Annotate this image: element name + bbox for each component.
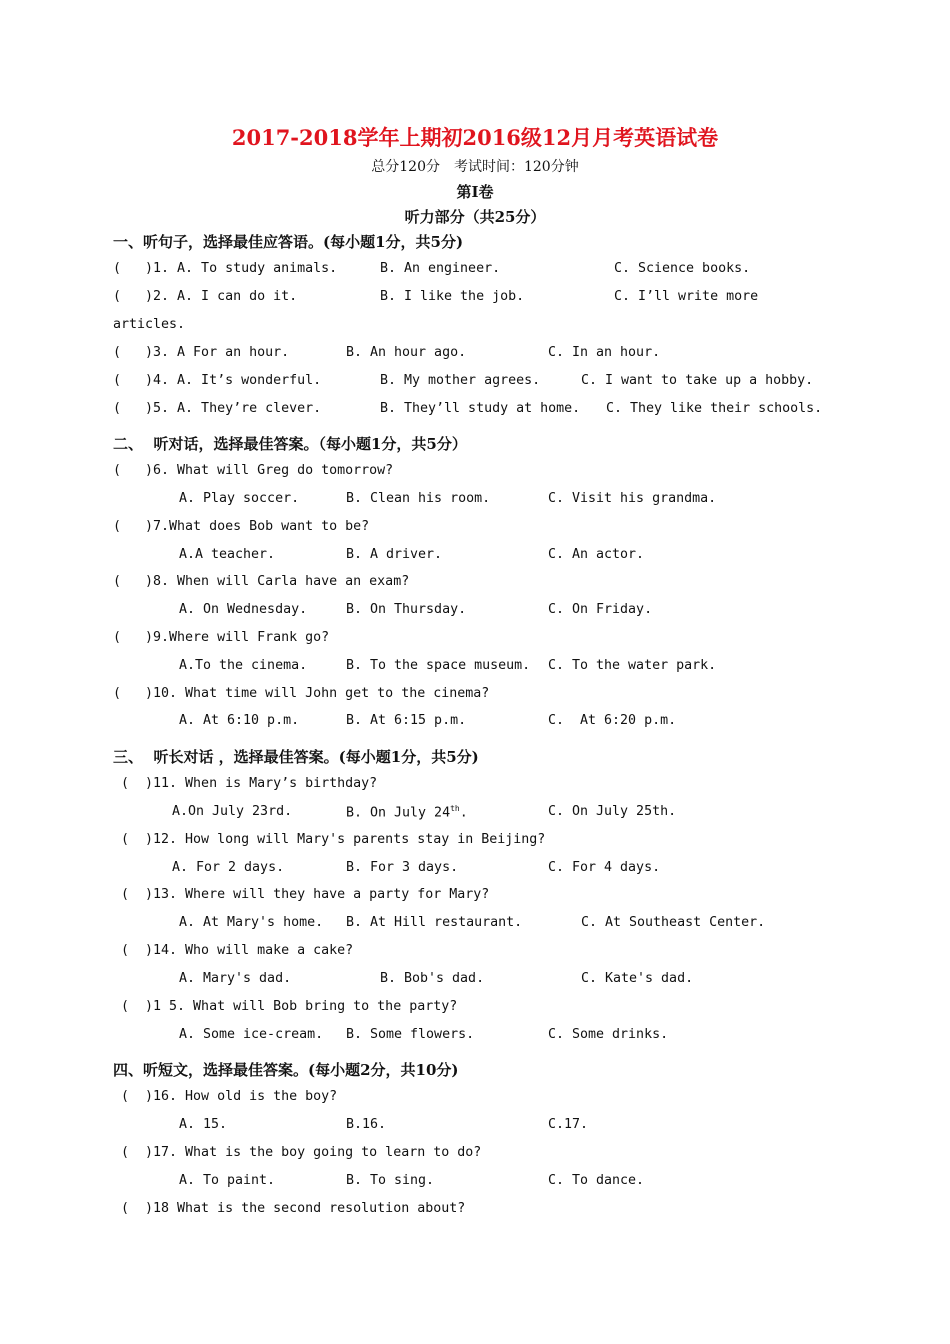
option-b-end: . <box>459 805 468 821</box>
option-a: A.On July 23rd. <box>172 804 293 819</box>
option-a: A.A teacher. <box>179 547 276 562</box>
option-b: B. I like the job. <box>380 289 525 304</box>
option-b: B.16. <box>346 1117 387 1132</box>
option-b: B. At Hill restaurant. <box>346 915 523 930</box>
question-stem: ( )4. A. It’s wonderful. <box>113 373 322 388</box>
option-c: C. Kate's dad. <box>581 971 694 986</box>
option-a: A. For 2 days. <box>172 860 285 875</box>
option-c: C. On Friday. <box>548 602 653 617</box>
question-stem: ( )14. Who will make a cake? <box>113 943 354 958</box>
score-info: 总分120分 考试时间：120分钟 <box>371 159 579 175</box>
option-c: C. Some drinks. <box>548 1027 669 1042</box>
option-c: C. Visit his grandma. <box>548 491 717 506</box>
option-a: A.To the cinema. <box>179 658 308 673</box>
option-b-text: B. On July 24 <box>346 805 451 821</box>
option-c: C.17. <box>548 1117 589 1132</box>
question-stem: ( )3. A For an hour. <box>113 345 290 360</box>
option-b: B. Bob's dad. <box>380 971 485 986</box>
question-stem: ( )12. How long will Mary's parents stay in Beijing? <box>113 832 546 847</box>
section-heading: 三、 听长对话 ，选择最佳答案。(每小题1分，共5分) <box>113 748 479 766</box>
option-c: C. They like their schools. <box>606 401 823 416</box>
question-stem: ( )11. When is Mary’s birthday? <box>113 776 378 791</box>
option-b: B. To sing. <box>346 1173 435 1188</box>
section-heading: 二、 听对话，选择最佳答案。（每小题1分，共5分） <box>113 435 467 453</box>
section-heading: 四、听短文，选择最佳答案。(每小题2分，共10分) <box>113 1061 459 1079</box>
question-continuation: articles. <box>113 317 186 332</box>
option-b: B. For 3 days. <box>346 860 459 875</box>
option-a: A. Play soccer. <box>179 491 300 506</box>
question-stem: ( )6. What will Greg do tomorrow? <box>113 463 394 478</box>
question-stem: ( )1. A. To study animals. <box>113 261 338 276</box>
option-c: C. Science books. <box>614 261 751 276</box>
option-c: C. For 4 days. <box>548 860 661 875</box>
option-b <box>346 804 468 820</box>
question-stem: ( )13. Where will they have a party for Mary? <box>113 887 490 902</box>
option-c: C. I want to take up a hobby. <box>581 373 814 388</box>
option-b: B. At 6:15 p.m. <box>346 713 467 728</box>
question-stem: ( )16. How old is the boy? <box>113 1089 338 1104</box>
question-stem: ( )10. What time will John get to the cinema? <box>113 686 490 701</box>
question-stem: ( )9.Where will Frank go? <box>113 630 330 645</box>
option-a: A. To paint. <box>179 1173 276 1188</box>
question-stem: ( )5. A. They’re clever. <box>113 401 322 416</box>
option-c: C. To dance. <box>548 1173 645 1188</box>
volume-label: 第I卷 <box>456 183 494 201</box>
question-stem: ( )8. When will Carla have an exam? <box>113 574 410 589</box>
question-stem: ( )2. A. I can do it. <box>113 289 298 304</box>
option-a: A. At 6:10 p.m. <box>179 713 300 728</box>
question-stem: ( )1 5. What will Bob bring to the party? <box>113 999 458 1014</box>
option-c: C. On July 25th. <box>548 804 677 819</box>
option-a: A. Some ice-cream. <box>179 1027 324 1042</box>
option-b: B. On Thursday. <box>346 602 467 617</box>
ordinal-suffix: th <box>450 804 460 813</box>
option-a: A. Mary's dad. <box>179 971 292 986</box>
option-c: C. To the water park. <box>548 658 717 673</box>
option-b: B. An hour ago. <box>346 345 467 360</box>
option-b: B. Some flowers. <box>346 1027 475 1042</box>
option-c: C. I’ll write more <box>614 289 759 304</box>
option-b: B. A driver. <box>346 547 443 562</box>
option-b: B. They’ll study at home. <box>380 401 581 416</box>
question-stem: ( )7.What does Bob want to be? <box>113 519 370 534</box>
option-a: A. At Mary's home. <box>179 915 324 930</box>
question-stem: ( )18 What is the second resolution about? <box>113 1201 466 1216</box>
option-c: C. At Southeast Center. <box>581 915 766 930</box>
option-b: B. Clean his room. <box>346 491 491 506</box>
question-stem: ( )17. What is the boy going to learn to do? <box>113 1145 482 1160</box>
exam-title: 2017-2018学年上期初2016级12月月考英语试卷 <box>231 125 719 150</box>
option-a: A. 15. <box>179 1117 228 1132</box>
part-label: 听力部分（共25分） <box>404 208 546 226</box>
section-heading: 一、听句子，选择最佳应答语。(每小题1分，共5分) <box>113 233 464 251</box>
option-b: B. My mother agrees. <box>380 373 541 388</box>
option-a: A. On Wednesday. <box>179 602 308 617</box>
option-b: B. To the space museum. <box>346 658 531 673</box>
option-c: C. An actor. <box>548 547 645 562</box>
option-b: B. An engineer. <box>380 261 501 276</box>
option-c: C. In an hour. <box>548 345 661 360</box>
option-c: C. At 6:20 p.m. <box>548 713 677 728</box>
